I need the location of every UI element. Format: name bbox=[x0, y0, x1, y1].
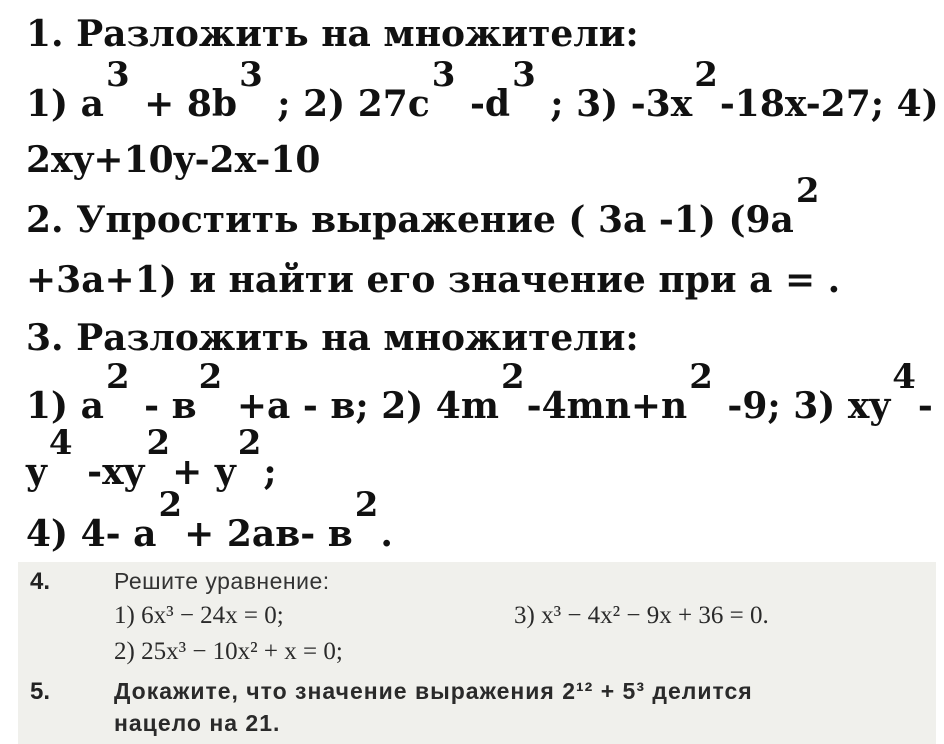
task4-eq2: 2) 25x³ − 10x² + x = 0; bbox=[114, 638, 343, 665]
text-part: 1) а bbox=[26, 385, 104, 427]
text-part: + 2ав- в bbox=[184, 513, 353, 555]
task4-heading: Решите уравнение: bbox=[114, 568, 330, 594]
text-part: -4mn+n bbox=[526, 385, 688, 427]
task4-eq3: 3) x³ − 4x² − 9x + 36 = 0. bbox=[514, 602, 769, 629]
task2-line2: +3а+1) и найти его значение при а = . bbox=[26, 259, 841, 301]
task1-line1 bbox=[26, 55, 939, 125]
text-part: -18x-27; 4) bbox=[719, 83, 939, 125]
exponent: 2 bbox=[158, 485, 183, 525]
exponent: 4 bbox=[892, 357, 916, 397]
text-part: ; 3) -3x bbox=[537, 83, 693, 125]
task5-line1: Докажите, что значение выражения 2¹² + 5³ делится bbox=[114, 678, 753, 704]
text-part: - bbox=[917, 385, 933, 427]
text-part: -9; 3) xy bbox=[714, 385, 891, 427]
exponent: 2 bbox=[694, 55, 718, 95]
text-part: -xy bbox=[74, 451, 145, 493]
exponent: 4 bbox=[48, 423, 73, 463]
text-part: 2. Упростить выражение ( 3а -1) (9а bbox=[26, 199, 794, 241]
text-part: 4) 4- а bbox=[26, 513, 157, 555]
exponent: 2 bbox=[198, 357, 223, 397]
text-part: + 8b bbox=[131, 83, 238, 125]
text-part: . bbox=[380, 513, 393, 555]
text-part: ; bbox=[263, 451, 277, 493]
task1-line2: 2xy+10y-2x-10 bbox=[26, 139, 321, 181]
task1-heading: 1. Разложить на множители: bbox=[26, 13, 639, 55]
exponent: 3 bbox=[431, 55, 456, 95]
task3-heading: 3. Разложить на множители: bbox=[26, 317, 639, 359]
exponent: 2 bbox=[689, 357, 713, 397]
exponent: 2 bbox=[105, 357, 130, 397]
exponent: 2 bbox=[354, 485, 379, 525]
exponent: 3 bbox=[512, 55, 536, 95]
text-part: - в bbox=[131, 385, 197, 427]
task5-line2: нацело на 21. bbox=[114, 710, 281, 736]
task5-number: 5. bbox=[30, 678, 51, 705]
task4-eq1: 1) 6x³ − 24x = 0; bbox=[114, 602, 284, 629]
text-part: -d bbox=[457, 83, 511, 125]
task2-line1 bbox=[26, 171, 822, 241]
exponent: 2 bbox=[500, 357, 525, 397]
text-part: + y bbox=[172, 451, 236, 493]
exponent: 2 bbox=[237, 423, 262, 463]
task4-number: 4. bbox=[30, 568, 51, 595]
exponent: 3 bbox=[105, 55, 130, 95]
exponent: 2 bbox=[795, 171, 820, 211]
task3-line3 bbox=[26, 485, 393, 555]
scanned-excerpt bbox=[18, 562, 936, 744]
text-part: 1) a bbox=[26, 83, 104, 125]
task3-line2 bbox=[26, 423, 277, 493]
task3-line1 bbox=[26, 357, 933, 427]
text-part: y bbox=[26, 451, 47, 493]
exponent: 2 bbox=[146, 423, 171, 463]
text-part: +а - в; 2) 4m bbox=[224, 385, 499, 427]
exponent: 3 bbox=[239, 55, 263, 95]
text-part: ; 2) 27c bbox=[264, 83, 430, 125]
